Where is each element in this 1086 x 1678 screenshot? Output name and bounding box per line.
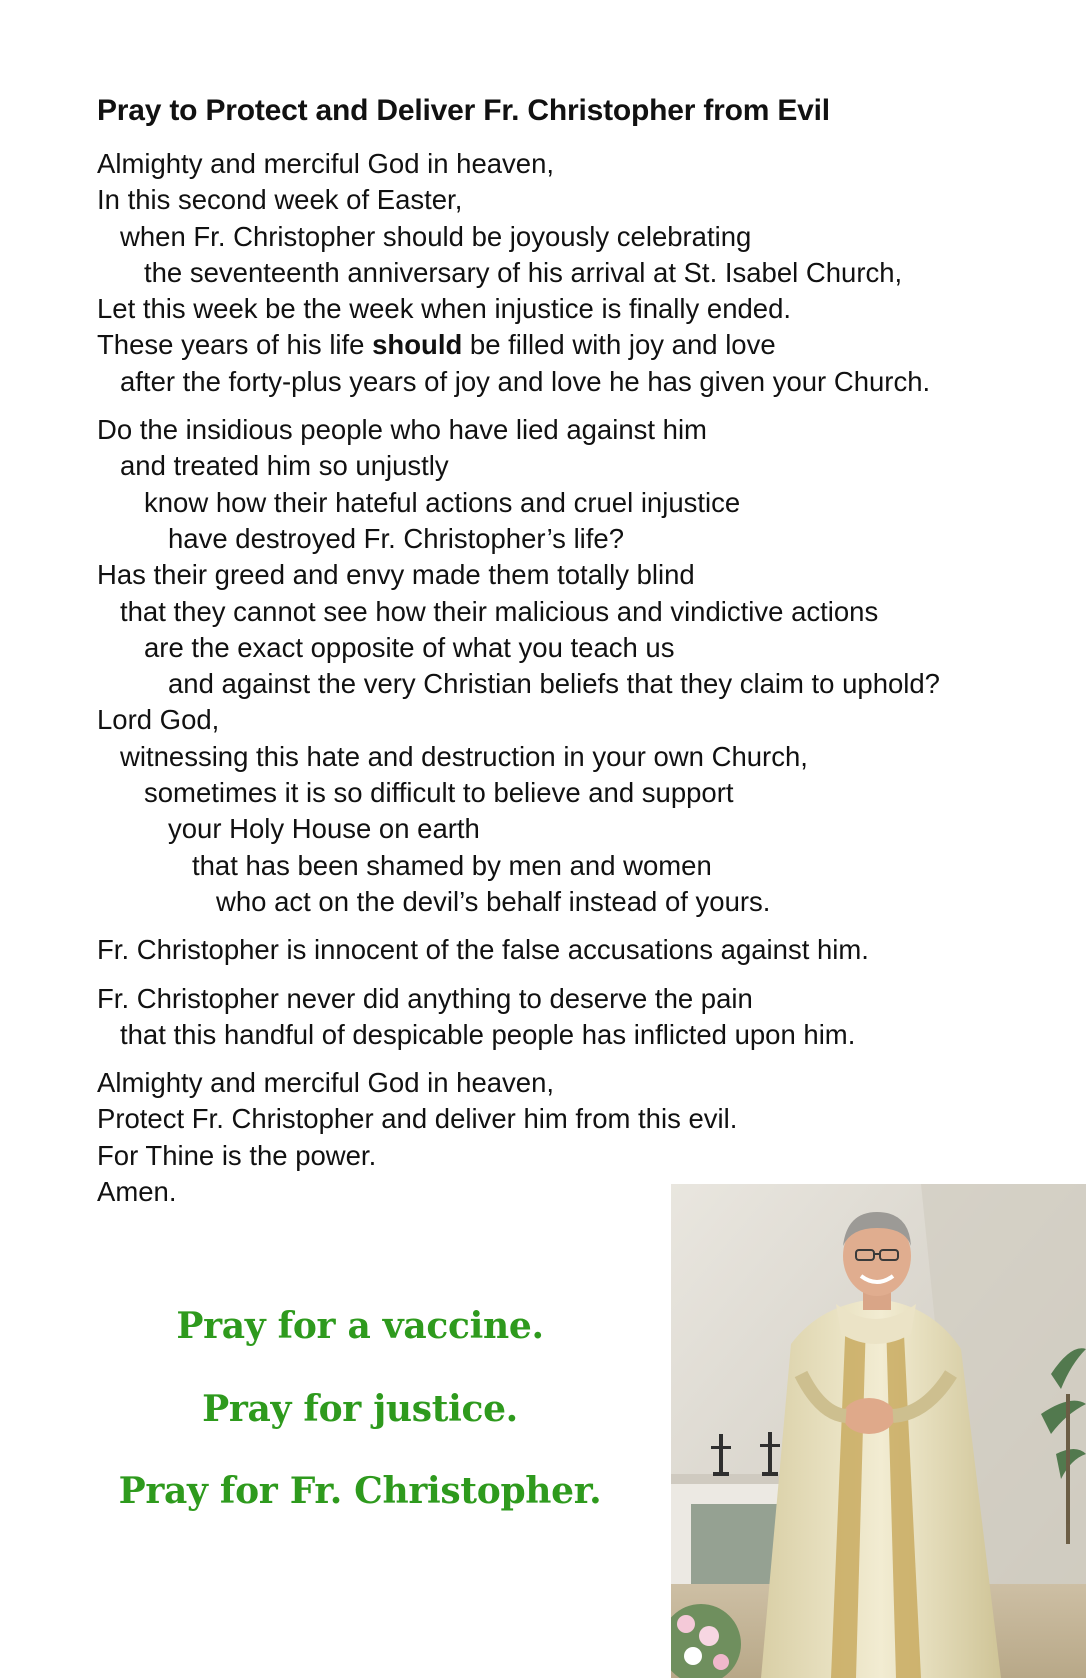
prayer-line: your Holy House on earth [168, 813, 480, 845]
prayer-line: that has been shamed by men and women [192, 849, 712, 881]
call-christopher: Pray for Fr. Christopher. [118, 1470, 602, 1512]
prayer-line: have destroyed Fr. Christopher’s life? [168, 522, 625, 554]
prayer-line: witnessing this hate and destruction in your own Church, [120, 740, 808, 772]
prayer-line: Amen. [97, 1176, 177, 1208]
prayer-line: Do the insidious people who have lied against him [97, 414, 707, 446]
prayer-line: Lord God, [97, 704, 220, 736]
prayer-line: that this handful of despicable people has inflicted upon him. [120, 1018, 856, 1050]
prayer-line: Almighty and merciful God in heaven, [97, 148, 555, 179]
line-text: These years of his life [97, 329, 373, 361]
prayer-line [97, 327, 1057, 363]
prayer-line: Let this week be the week when injustice is finally ended. [97, 293, 792, 325]
call-vaccine: Pray for a vaccine. [176, 1305, 544, 1347]
prayer-line: the seventeenth anniversary of his arrival at St. Isabel Church, [144, 256, 903, 288]
prayer-line: Almighty and merciful God in heaven, [97, 1067, 555, 1099]
prayer-line: know how their hateful actions and cruel injustice [144, 486, 741, 518]
clasped-hands [843, 1398, 895, 1434]
stanza-pain [97, 981, 1057, 1054]
stanza-opening [97, 146, 1057, 400]
emphasis-word: should [372, 329, 463, 361]
stanza-innocence [97, 932, 1057, 968]
prayer-line: Has their greed and envy made them totally blind [97, 559, 695, 591]
prayer-line: sometimes it is so difficult to believe and support [144, 777, 734, 809]
line-text: be filled with joy and love [462, 329, 776, 361]
prayer-line: Fr. Christopher is innocent of the false accusations against him. [97, 934, 869, 966]
prayer-line: In this second week of Easter, [97, 184, 463, 216]
prayer-text [97, 146, 1057, 1222]
prayer-line: after the forty-plus years of joy and love he has given your Church. [120, 365, 931, 397]
prayer-line: Fr. Christopher never did anything to deserve the pain [97, 982, 753, 1014]
priest-photo [671, 1184, 1086, 1678]
prayer-line: are the exact opposite of what you teach us [144, 631, 675, 663]
prayer-line: Protect Fr. Christopher and deliver him from this evil. [97, 1103, 738, 1135]
call-justice: Pray for justice. [202, 1388, 518, 1430]
prayer-line: who act on the devil’s behalf instead of yours. [216, 885, 771, 917]
page-title: Pray to Protect and Deliver Fr. Christopher from Evil [97, 94, 830, 127]
stanza-questions [97, 412, 1057, 920]
prayer-line: when Fr. Christopher should be joyously celebrating [120, 220, 752, 252]
prayer-line: that they cannot see how their malicious and vindictive actions [120, 595, 879, 627]
prayer-line: and against the very Christian beliefs that they claim to uphold? [168, 668, 940, 700]
prayer-line: and treated him so unjustly [120, 450, 449, 482]
prayer-line: For Thine is the power. [97, 1139, 377, 1171]
